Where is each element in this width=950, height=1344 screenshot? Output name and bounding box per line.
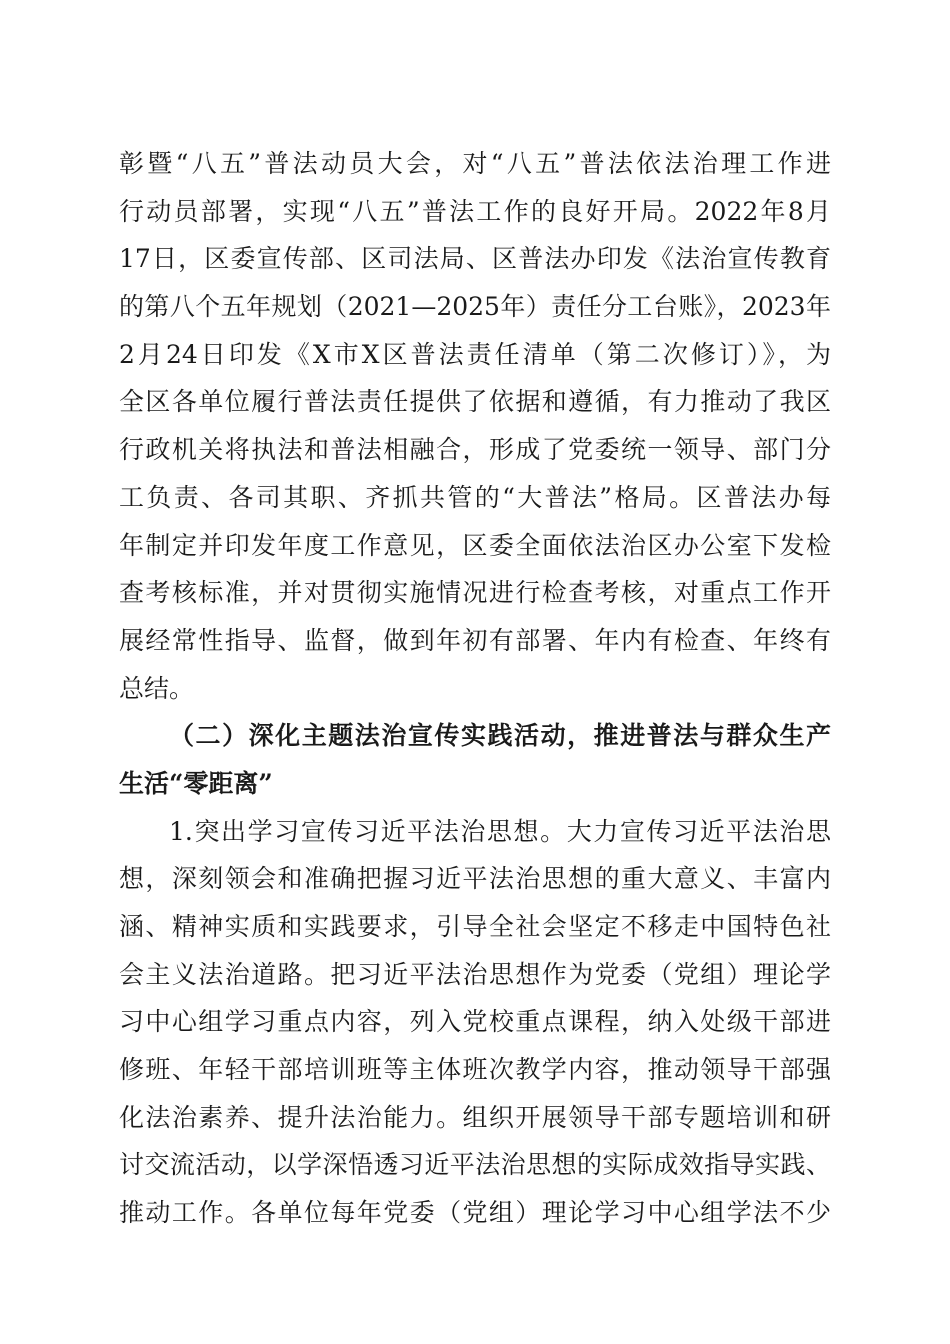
text-line: 工负责、各司其职、齐抓共管的“大普法”格局。区普法办每 [119, 482, 831, 512]
text-line: 总结。 [119, 673, 195, 703]
heading-line: 生活“零距离” [119, 768, 273, 798]
text-line: 1.突出学习宣传习近平法治思想。大力宣传习近平法治思 [169, 816, 831, 846]
section-heading [119, 712, 831, 807]
paragraph-implementation [119, 140, 831, 712]
text-line: 修班、年轻干部培训班等主体班次教学内容，推动领导干部强 [119, 1055, 831, 1085]
text-line: 17日，区委宣传部、区司法局、区普法办印发《法治宣传教育 [119, 244, 831, 274]
text-line: 年制定并印发年度工作意见，区委全面依法治区办公室下发检 [119, 530, 831, 560]
text-line: 2月24日印发《X市X区普法责任清单（第二次修订）》，为 [119, 339, 831, 369]
text-line: 的第八个五年规划（2021—2025年）责任分工台账》，2023年 [119, 292, 831, 322]
text-line: 讨交流活动，以学深悟透习近平法治思想的实际成效指导实践、 [119, 1150, 831, 1180]
text-line: 化法治素养、提升法治能力。组织开展领导干部专题培训和研 [119, 1102, 831, 1132]
text-line: 推动工作。各单位每年党委（党组）理论学习中心组学法不少 [119, 1198, 831, 1228]
document-body [119, 140, 831, 1237]
heading-line: （二）深化主题法治宣传实践活动，推进普法与群众生产 [169, 721, 831, 751]
text-line: 想，深刻领会和准确把握习近平法治思想的重大意义、丰富内 [119, 864, 831, 894]
text-line: 行政机关将执法和普法相融合，形成了党委统一领导、部门分 [119, 435, 831, 465]
text-line: 全区各单位履行普法责任提供了依据和遵循，有力推动了我区 [119, 387, 831, 417]
text-line: 习中心组学习重点内容，列入党校重点课程，纳入处级干部进 [119, 1007, 831, 1037]
text-line: 行动员部署，实现“八五”普法工作的良好开局。2022年8月 [119, 196, 831, 226]
text-line: 彰暨“八五”普法动员大会，对“八五”普法依法治理工作进 [119, 149, 831, 178]
text-line: 涵、精神实质和实践要求，引导全社会坚定不移走中国特色社 [119, 912, 831, 941]
text-line: 查考核标准，并对贯彻实施情况进行检查考核，对重点工作开 [119, 578, 831, 608]
text-line: 展经常性指导、监督，做到年初有部署、年内有检查、年终有 [119, 625, 831, 655]
paragraph-study-thought [119, 808, 831, 1237]
text-line: 会主义法治道路。把习近平法治思想作为党委（党组）理论学 [119, 959, 831, 989]
